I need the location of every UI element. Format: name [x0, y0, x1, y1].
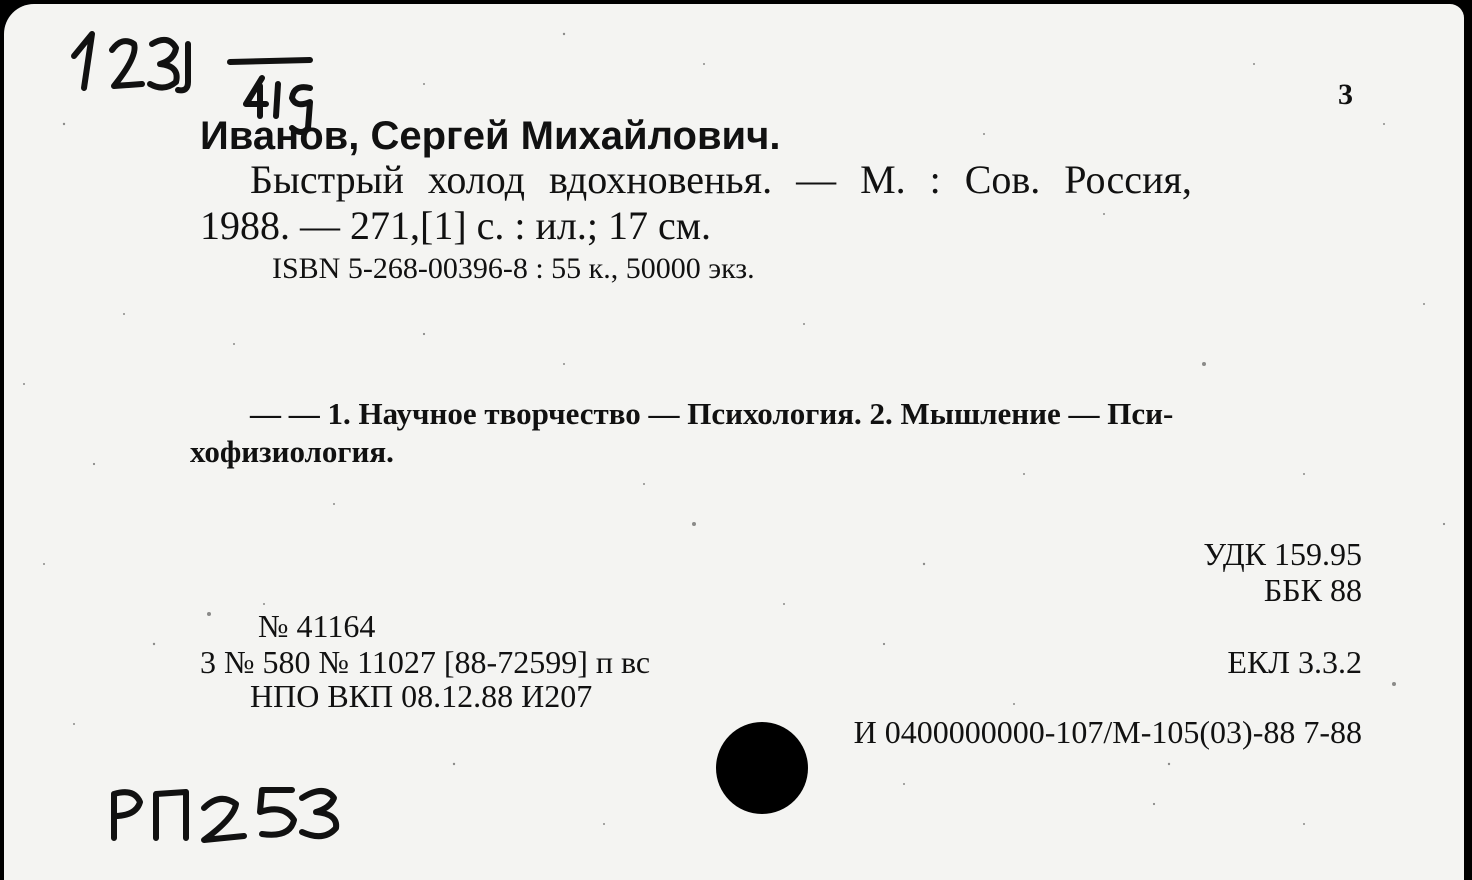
subjects-line-1: — — 1. Научное творчество — Психология. 2. Мышление — Пси- — [250, 396, 1174, 431]
bbk-code: ББК 88 — [1263, 572, 1362, 608]
npo-line: НПО ВКП 08.12.88 И207 — [250, 678, 593, 714]
subjects-line-2: хофизиология. — [190, 434, 394, 469]
corner-mark: 3 — [1338, 78, 1353, 111]
udk-code: УДК 159.95 — [1203, 536, 1362, 572]
catalog-card — [4, 4, 1464, 880]
punch-hole — [716, 722, 808, 814]
isbn-line: ISBN 5-268-00396-8 : 55 к., 50000 экз. — [272, 252, 755, 285]
record-number: № 41164 — [258, 608, 376, 644]
title-line-2: 1988. — 271,[1] с. : ил.; 17 см. — [200, 203, 712, 248]
author-heading: Иванов, Сергей Михайлович. — [200, 114, 781, 158]
order-line: 3 № 580 № 11027 [88-72599] п вс — [200, 644, 651, 680]
publication-code-line: И 0400000000-107/М-105(03)-88 7-88 — [853, 714, 1362, 750]
ekl-code: ЕКЛ 3.3.2 — [1227, 644, 1362, 680]
title-line-1: Быстрый холод вдохновенья. — М. : Сов. Россия, — [250, 157, 1192, 202]
